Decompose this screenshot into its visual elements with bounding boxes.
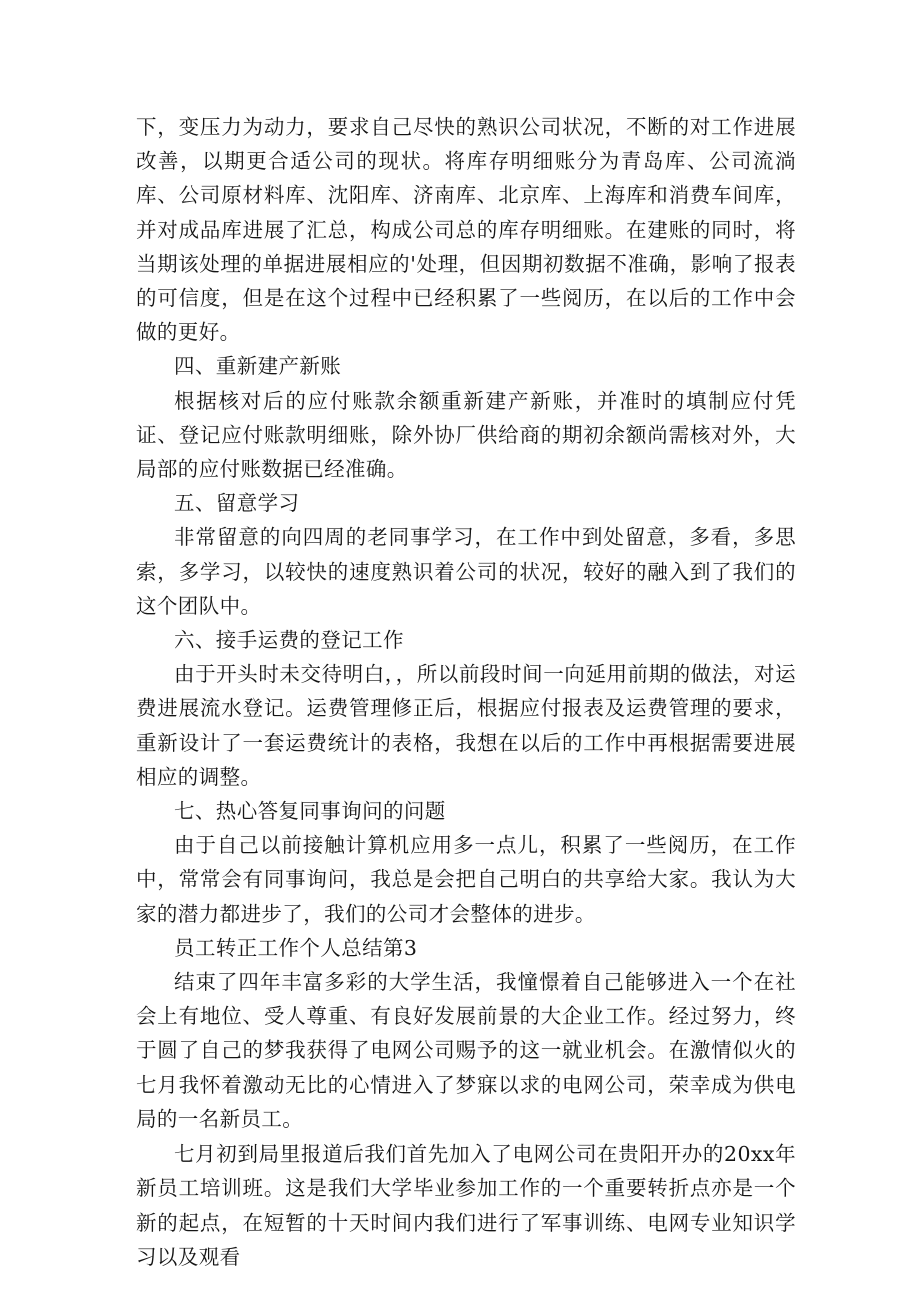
heading-learning: 五、留意学习 bbox=[174, 491, 300, 516]
paragraph-answer-questions: 由于自己以前接触计算机应用多一点儿，积累了一些阅历，在工作中，常常会有同事询问，我总是会把自己明白的共享给大家。我认为大家的潜力都进步了，我们的公司才会整体的进步。 bbox=[136, 833, 796, 926]
paragraph-training: 七月初到局里报道后我们首先加入了电网公司在贵阳开办的20xx年新员工培训班。这是我们大学毕业参加工作的一个重要转折点亦是一个新的起点，在短暂的十天时间内我们进行了军事训练、电网专业知识学习以及观看 bbox=[136, 1142, 796, 1269]
section-title: 员工转正工作个人总结第3 bbox=[174, 935, 418, 960]
paragraph-freight-registration: 由于开头时未交待明白，，所以前段时间一向延用前期的做法，对运费进展流水登记。运费管理修正后，根据应付报表及运费管理的要求，重新设计了一套运费统计的表格，我想在以后的工作中再根据需要进展相应的调整。 bbox=[136, 662, 796, 789]
heading-freight-registration: 六、接手运费的登记工作 bbox=[174, 628, 404, 653]
paragraph-rebuild-accounts: 根据核对后的应付账款余额重新建产新账，并准时的填制应付凭证、登记应付账款明细账，除外协厂供给商的期初余额尚需核对外，大局部的应付账数据已经准确。 bbox=[136, 388, 796, 482]
paragraph-learning: 非常留意的向四周的老同事学习，在工作中到处留意，多看，多思索，多学习，以较快的速度熟识着公司的状况，较好的融入到了我们的这个团队中。 bbox=[136, 525, 796, 618]
heading-rebuild-accounts: 四、重新建产新账 bbox=[174, 354, 342, 379]
heading-answer-questions: 七、热心答复同事询问的问题 bbox=[174, 799, 446, 824]
paragraph-continuation: 下，变压力为动力，要求自己尽快的熟识公司状况，不断的对工作进展改善，以期更合适公司的现状。将库存明细账分为青岛库、公司流淌库、公司原材料库、沈阳库、济南库、北京库、上海库和消费车间库，并对成品库进展了汇总，构成公司总的库存明细账。在建账的同时，将当期该处理的单据进展相应的'处理，但因期初数据不准确，影响了报表的可信度，但是在这个过程中已经积累了一些阅历，在以后的工作中会做的更好。 bbox=[136, 115, 796, 345]
paragraph-graduation: 结束了四年丰富多彩的大学生活，我憧憬着自己能够进入一个在社会上有地位、受人尊重、有良好发展前景的大企业工作。经过努力，终于圆了自己的梦我获得了电网公司赐予的这一就业机会。在激情似火的七月我怀着激动无比的心情进入了梦寐以求的电网公司，荣幸成为供电局的一名新员工。 bbox=[136, 970, 796, 1131]
document-body bbox=[136, 110, 796, 1274]
